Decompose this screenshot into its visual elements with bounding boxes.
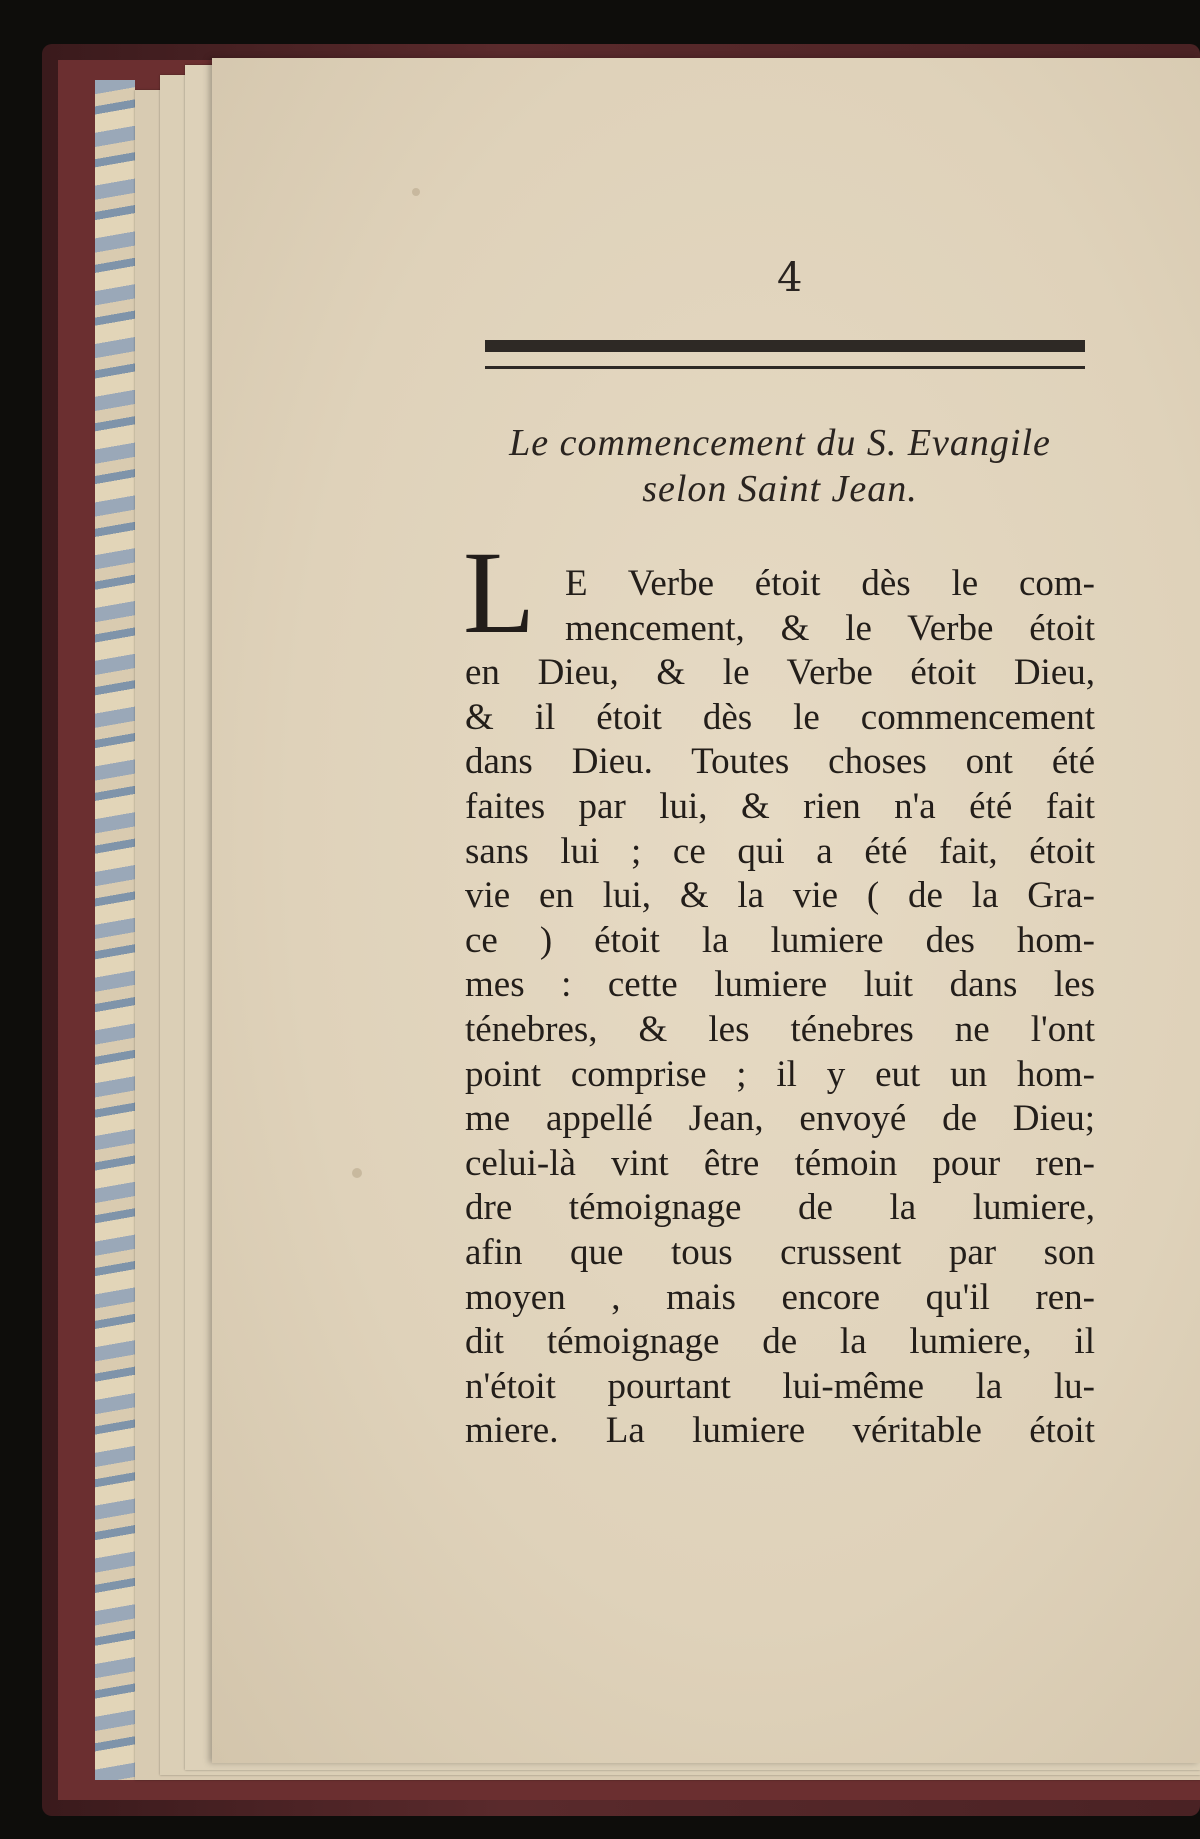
body-text: [465, 562, 1095, 1454]
text-line: miere. La lumiere véritable étoit: [465, 1410, 1095, 1452]
text-line: dans Dieu. Toutes choses ont été: [465, 741, 1095, 783]
text-line: me appellé Jean, envoyé de Dieu;: [465, 1098, 1095, 1140]
page-number: 4: [777, 255, 803, 301]
title-line: Le commencement du S. Evangile: [509, 422, 1051, 464]
text-line: dit témoignage de la lumiere, il: [465, 1321, 1095, 1363]
drop-cap: L: [463, 527, 536, 658]
text-line: ténebres, & les ténebres ne l'ont: [465, 1008, 1095, 1050]
marbled-endpaper: [95, 80, 135, 1780]
text-line: dre témoignage de la lumiere,: [465, 1187, 1095, 1229]
text-line: n'étoit pourtant lui-même la lu-: [465, 1365, 1095, 1407]
header-rule: [485, 340, 1085, 352]
text-line: mes : cette lumiere luit dans les: [465, 964, 1095, 1006]
text-line: mencement, & le Verbe étoit: [565, 607, 1095, 649]
text-line: E Verbe étoit dès le com-: [565, 563, 1095, 604]
text-line: & il étoit dès le commencement: [465, 696, 1095, 738]
header-rule-thin: [485, 366, 1085, 369]
text-line: vie en lui, & la vie ( de la Gra-: [465, 875, 1095, 917]
chapter-title: [440, 420, 1120, 512]
text-line: celui-là vint être témoin pour ren-: [465, 1142, 1095, 1184]
text-line: faites par lui, & rien n'a été fait: [465, 785, 1095, 827]
text-line: en Dieu, & le Verbe étoit Dieu,: [465, 652, 1095, 694]
text-line: ce ) étoit la lumiere des hom-: [465, 919, 1095, 961]
text-line: point comprise ; il y eut un hom-: [465, 1053, 1095, 1095]
text-line: afin que tous crussent par son: [465, 1231, 1095, 1273]
title-line: selon Saint Jean.: [642, 468, 918, 510]
text-line: sans lui ; ce qui a été fait, étoit: [465, 830, 1095, 872]
text-line: moyen , mais encore qu'il ren-: [465, 1276, 1095, 1318]
